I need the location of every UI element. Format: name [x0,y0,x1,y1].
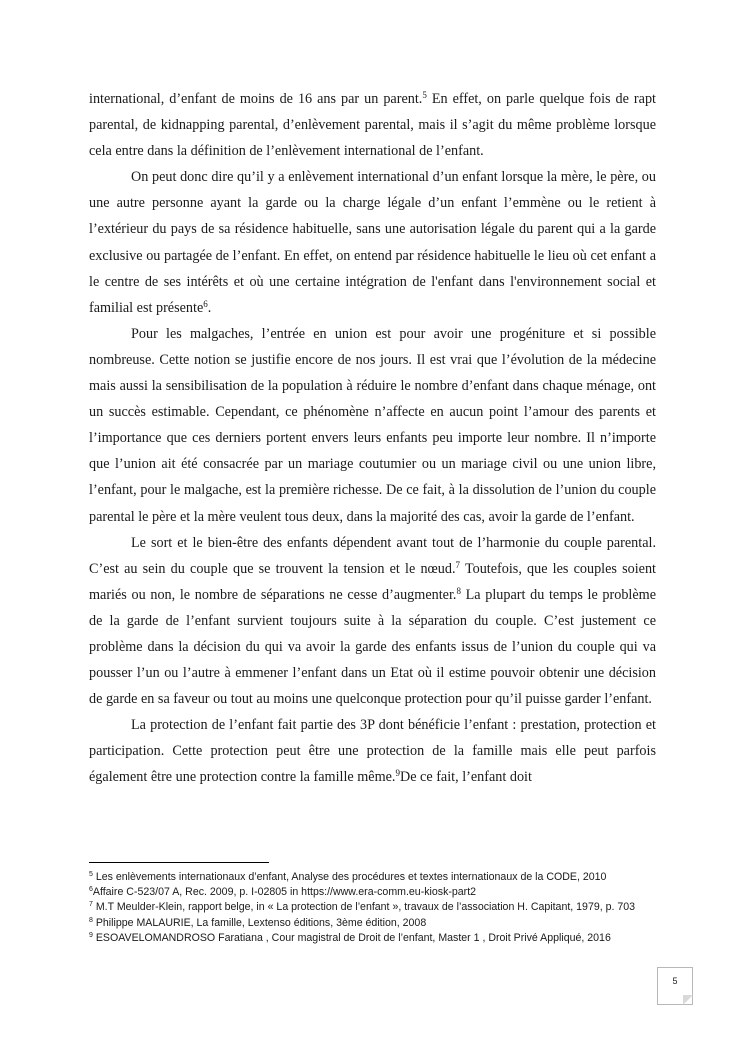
page-number: 5 [672,976,678,986]
paragraph-5 [89,712,656,790]
paragraph-2 [89,164,656,321]
paragraph-1 [89,86,656,164]
paragraph-text: Le sort et le bien-être des enfants dépendent avant tout de l’harmonie du couple parental. C’est au sein du couple que se trouvent la tension et le nœud. [89,534,656,577]
paragraph-3 [89,321,656,530]
footnote-number: 8 [89,916,93,924]
footnote-text: Philippe MALAURIE, La famille, Lextenso éditions, 3ème édition, 2008 [92,916,427,929]
paragraph-4 [89,530,656,713]
footnote-text: ESOAVELOMANDROSO Faratiana , Cour magistral de Droit de l’enfant, Master 1 , Droit Privé Appliqué, 2016 [92,931,611,944]
page-fold-icon [683,995,693,1005]
footnote-7 [89,900,659,915]
footnote-5 [89,870,659,885]
footnote-number: 9 [89,931,93,939]
paragraph-text: . [207,299,212,316]
main-text [89,86,656,791]
paragraph-text: Pour les malgaches, l’entrée en union est pour avoir une progéniture et si possible nombreuse. Cette notion se justifie encore de nos jours. Il est vrai que l’évolution de la médecine mais aussi la sensibilisation de la population à réduire le nombre d’enfant dans chaque ménage, ont un succès estimable. Cependant, ce phénomène n’affecte en aucun point l’amour des parents et l’importance que ces derniers portent envers leurs enfants peu importe leur nombre. Il n’importe que l’union ait été consacrée par un mariage coutumier ou un mariage civil ou une union libre, l’enfant, pour le malgache, est la première richesse. De ce fait, à la dissolution de l’union du couple parental le père et la mère veulent tous deux, dans la majorité des cas, avoir la garde de l’enfant. [89,325,656,525]
paragraph-text: Toutefois, que les couples soient mariés ou non, le nombre de séparations ne cesse d’augmenter. [89,560,656,603]
footnote-ref-6[interactable]: 6 [203,298,208,309]
footnote-text: M.T Meulder-Klein, rapport belge, in « La protection de l’enfant », travaux de l’association H. Capitant, 1979, p. 703 [92,901,636,914]
footnote-ref-8[interactable]: 8 [456,585,461,596]
footnote-separator [89,862,269,863]
paragraph-text: La protection de l’enfant fait partie des 3P dont bénéficie l’enfant : prestation, protection et participation. Cette protection peut être une protection de la famille mais elle peut parfois également être une protection contre la famille même. [89,717,656,786]
footnote-6 [89,885,659,900]
footnote-number: 6 [89,886,93,894]
footnotes [89,870,659,946]
footnote-text: Affaire C-523/07 A, Rec. 2009, p. I-02805 in https://www.era-comm.eu-kiosk-part2 [92,886,477,899]
footnote-number: 7 [89,901,93,909]
page-number-box [657,967,693,1005]
paragraph-text: international, d’enfant de moins de 16 ans par un parent. [89,91,423,107]
footnote-ref-7[interactable]: 7 [455,559,461,570]
footnote-text: Les enlèvements internationaux d’enfant, Analyse des procédures et textes internationaux de la CODE, 2010 [92,871,607,883]
footnote-9 [89,931,659,946]
footnote-8 [89,916,659,931]
footnote-number: 5 [89,871,93,878]
paragraph-text: De ce fait, l’enfant doit [399,769,532,786]
footnote-ref-5[interactable]: 5 [422,90,427,100]
paragraph-text: On peut donc dire qu’il y a enlèvement international d’un enfant lorsque la mère, le père, ou une autre personne ayant la garde ou la charge légale d’un enfant l’emmène ou le retient à l’extérieur du pays de sa résidence habituelle, sans une autorisation légale du parent qui a la garde exclusive ou partagée de l’enfant. En effet, on entend par résidence habituelle le lieu où cet enfant a le centre de ses intérêts et où une certaine intégration de l'enfant dans l'environnement social et familial est présente [89,169,656,316]
footnote-ref-9[interactable]: 9 [395,768,400,779]
paragraph-text: La plupart du temps le problème de la garde de l’enfant survient toujours suite à la séparation du couple. C’est justement ce problème dans la décision du qui va avoir la garde des enfants issus de l’union du couple qui va pousser l’un ou l’autre à emmener l’enfant dans un Etat où il estime pouvoir obtenir une décision de garde en sa faveur ou tout au moins une quelconque protection pour qu’il puisse garder l’enfant. [89,586,656,708]
paragraph-text: En effet, on parle quelque fois de rapt parental, de kidnapping parental, d’enlèvement parental, mais il s’agit du même problème lorsque cela entre dans la définition de l’enlèvement international de l’enfant. [89,91,656,160]
